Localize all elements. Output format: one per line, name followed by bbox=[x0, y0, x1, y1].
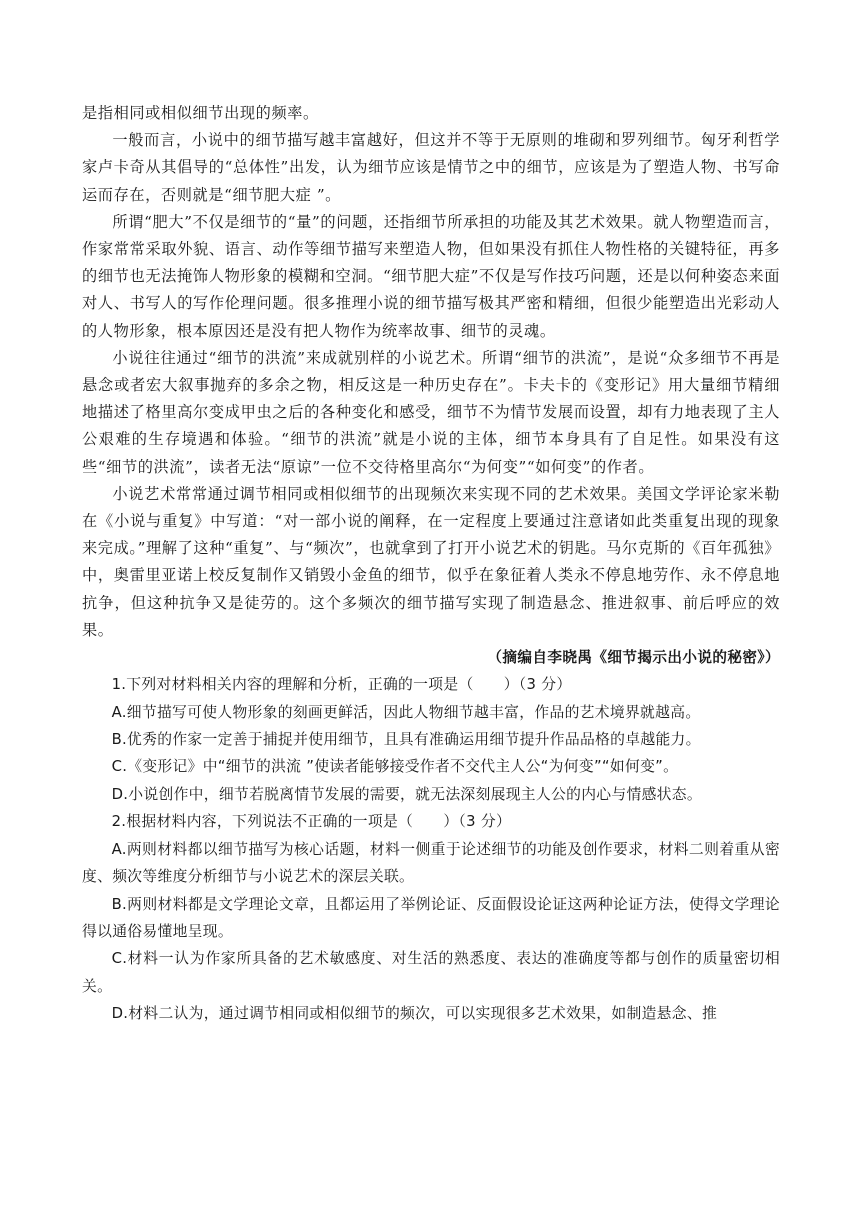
question-2-option-b: B.两则材料都是文学理论文章，且都运用了举例论证、反面假设论证这两种论证方法，使得文学理论得以通俗易懂地呈现。 bbox=[82, 895, 780, 940]
question-1-option-b: B.优秀的作家一定善于捕捉并使用细节，且具有准确运用细节提升作品品格的卓越能力。 bbox=[111, 731, 701, 749]
paragraph-0: 是指相同或相似细节出现的频率。 bbox=[82, 104, 319, 122]
question-1-option-c: C.《变形记》中“细节的洪流 ”使读者能够接受作者不交代主人公“为何变”“如何变”。 bbox=[111, 758, 679, 776]
question-2-option-a: A.两则材料都以细节描写为核心话题，材料一侧重于论述细节的功能及创作要求，材料二则着重从密度、频次等维度分析细节与小说艺术的深层关联。 bbox=[82, 840, 780, 886]
question-2 bbox=[82, 808, 780, 1027]
paragraph-2: 所谓“肥大”不仅是细节的“量”的问题，还指细节所承担的功能及其艺术效果。就人物塑造而言，作家常常采取外貌、语言、动作等细节描写来塑造人物，但如果没有抓住人物性格的关键特征，再多的细节也无法掩饰人物形象的模糊和空洞。“细节肥大症”不仅是写作技巧问题，还是以何种姿态来面对人、书写人的写作伦理问题。很多推理小说的细节描写极其严密和精细，但很少能塑造出光彩动人的人物形象，根本原因还是没有把人物作为统率故事、细节的灵魂。 bbox=[82, 212, 780, 340]
article-body bbox=[82, 100, 780, 671]
question-2-stem: 2.根据材料内容，下列说法不正确的一项是（ ）（3 分） bbox=[111, 813, 512, 831]
paragraph-1: 一般而言，小说中的细节描写越丰富越好，但这并不等于无原则的堆砌和罗列细节。匈牙利哲学家卢卡奇从其倡导的“总体性”出发，认为细节应该是情节之中的细节，应该是为了塑造人物、书写命运而存在，否则就是“细节肥大症 ”。 bbox=[82, 131, 780, 204]
article-source: （摘编自李晓禺《细节揭示出小说的秘密》） bbox=[487, 649, 780, 667]
question-2-option-d: D.材料二认为，通过调节相同或相似细节的频次，可以实现很多艺术效果，如制造悬念、推 bbox=[111, 1005, 718, 1023]
document-page bbox=[82, 100, 780, 1028]
paragraph-3: 小说往往通过“细节的洪流”来成就别样的小说艺术。所谓“细节的洪流”，是说“众多细节不再是悬念或者宏大叙事抛弃的多余之物，相反这是一种历史存在”。卡夫卡的《变形记》用大量细节精细地描述了格里高尔变成甲虫之后的各种变化和感受，细节不为情节发展而设置，却有力地表现了主人公艰难的生存境遇和体验。“细节的洪流”就是小说的主体，细节本身具有了自足性。如果没有这些“细节的洪流”，读者无法“原谅”一位不交待格里高尔“为何变”“如何变”的作者。 bbox=[82, 348, 780, 476]
question-1-option-a: A.细节描写可使人物形象的刻画更鲜活，因此人物细节越丰富，作品的艺术境界就越高。 bbox=[111, 703, 701, 721]
question-1-option-d: D.小说创作中，细节若脱离情节发展的需要，就无法深刻展现主人公的内心与情感状态。 bbox=[111, 785, 702, 803]
question-1-stem: 1.下列对材料相关内容的理解和分析，正确的一项是（ ）（3 分） bbox=[111, 676, 572, 694]
question-1 bbox=[82, 671, 780, 808]
paragraph-4: 小说艺术常常通过调节相同或相似细节的出现频次来实现不同的艺术效果。美国文学评论家米勒在《小说与重复》中写道：“对一部小说的阐释，在一定程度上要通过注意诸如此类重复出现的现象来完成。”理解了这种“重复”、与“频次”，也就拿到了打开小说艺术的钥匙。马尔克斯的《百年孤独》中，奥雷里亚诺上校反复制作又销毁小金鱼的细节，似乎在象征着人类永不停息地劳作、永不停息地抗争，但这种抗争又是徒劳的。这个多频次的细节描写实现了制造悬念、推进叙事、前后呼应的效果。 bbox=[82, 484, 780, 639]
question-2-option-c: C.材料一认为作家所具备的艺术敏感度、对生活的熟悉度、表达的准确度等都与创作的质量密切相关。 bbox=[82, 950, 780, 995]
